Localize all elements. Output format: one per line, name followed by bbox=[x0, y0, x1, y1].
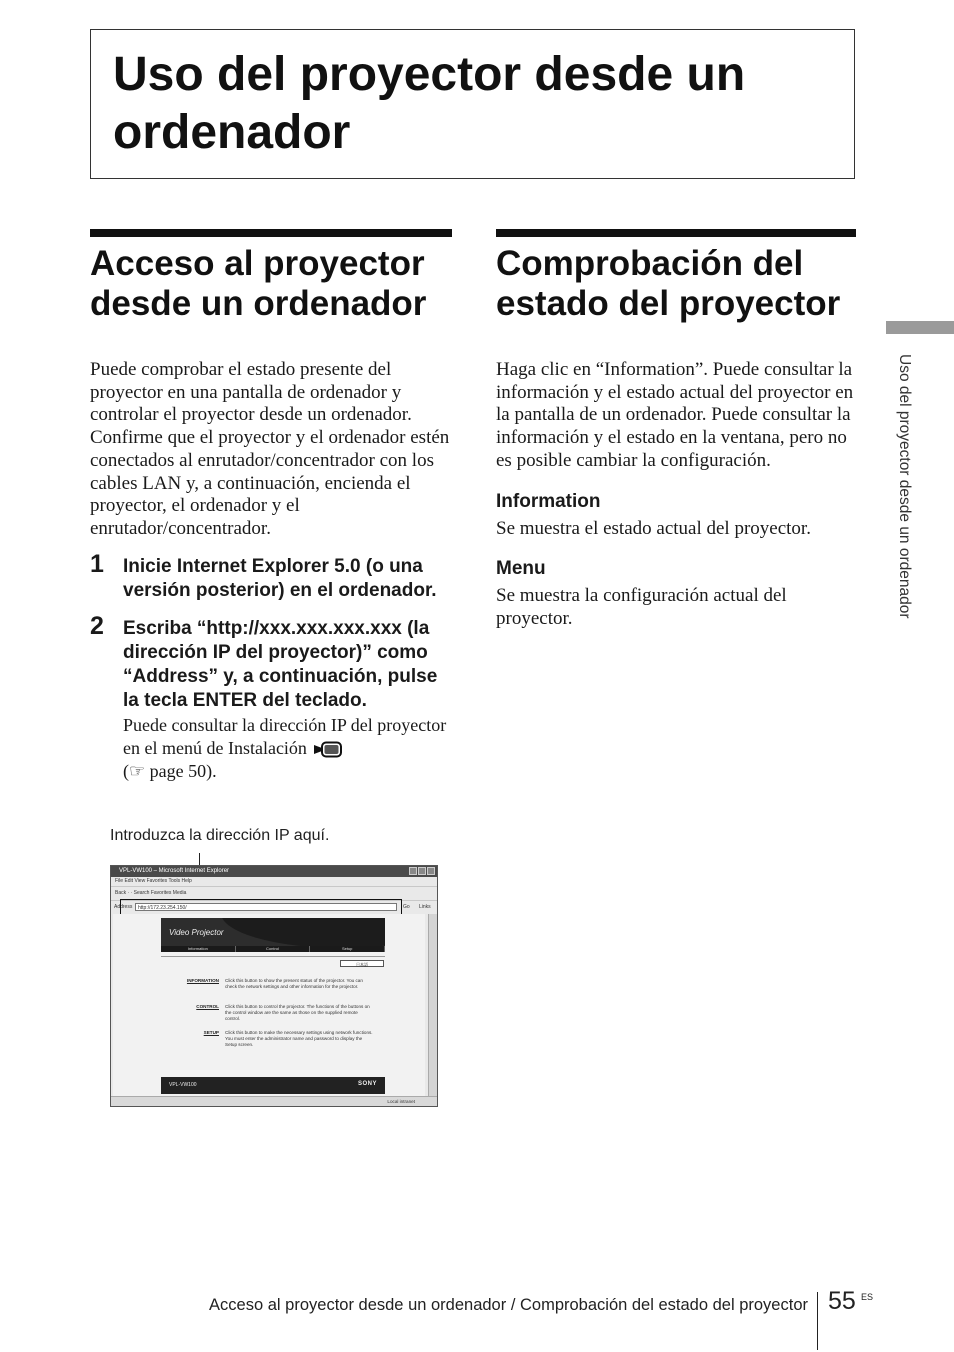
row-description: Click this button to make the necessary settings using network functions. You must enter the administrator name and password to display the Setup screen. bbox=[225, 1030, 373, 1047]
section-rule bbox=[90, 229, 452, 237]
language-button[interactable]: 日本語 bbox=[340, 960, 384, 967]
tab-information[interactable]: Information bbox=[161, 946, 236, 952]
setup-link[interactable]: SETUP bbox=[203, 1030, 219, 1035]
tab-setup[interactable]: Setup bbox=[310, 946, 385, 952]
browser-toolbar[interactable]: Back · · Search Favorites Media bbox=[111, 886, 437, 901]
chapter-title-line-1: Uso del proyector desde un bbox=[113, 48, 746, 101]
section-title-access bbox=[90, 244, 452, 324]
vertical-scrollbar[interactable] bbox=[428, 914, 437, 1096]
intro-paragraph: Puede comprobar el estado presente del proyector en una pantalla de ordenador y controlar el proyector desde un ordenador. Confirme que el proyector y el ordenador estén conectados al enrutador/concentrador con los cables LAN y, a continuación, encienda el proyector, el ordenador y el enrutador/concentrador. bbox=[90, 359, 450, 539]
right-column bbox=[496, 229, 856, 630]
chapter-title-line-2: ordenador bbox=[113, 106, 351, 159]
video-projector-banner bbox=[161, 918, 385, 946]
information-link[interactable]: INFORMATION bbox=[186, 978, 219, 983]
links-button[interactable]: Links bbox=[419, 904, 431, 910]
intro-paragraph: Haga clic en “Information”. Puede consultar la información y el estado actual del proyector en la pantalla de un ordenador. Puede consultar la información y el estado en la ventana, pero no es posible cambiar la configuración. bbox=[496, 359, 854, 471]
step-instruction: Escriba “http://xxx.xxx.xxx.xxx (la dirección IP del proyector)” como “Address” y, a continuación, pulse la tecla ENTER del teclado. bbox=[123, 617, 438, 711]
tab-control[interactable]: Control bbox=[236, 946, 311, 952]
running-footer: Acceso al proyector desde un ordenador / Comprobación del estado del proyector bbox=[209, 1296, 808, 1314]
banner-title: Video Projector bbox=[169, 928, 224, 937]
browser-menubar[interactable]: File Edit View Favorites Tools Help bbox=[111, 877, 437, 887]
page-language: ES bbox=[861, 1292, 874, 1302]
term-menu: Menu bbox=[496, 557, 546, 579]
status-zone: Local intranet bbox=[387, 1099, 415, 1104]
minimize-icon[interactable] bbox=[409, 867, 417, 875]
browser-statusbar bbox=[111, 1096, 437, 1106]
step-note bbox=[123, 714, 452, 783]
page-ref-link[interactable]: page 50). bbox=[149, 760, 217, 781]
step-2 bbox=[90, 611, 452, 783]
page-number: 55 bbox=[828, 1287, 856, 1315]
section-title-line-2: desde un ordenador bbox=[90, 284, 427, 323]
browser-screenshot bbox=[110, 865, 438, 1107]
close-icon[interactable] bbox=[427, 867, 435, 875]
projector-page-footer bbox=[161, 1077, 385, 1094]
step-1 bbox=[90, 549, 452, 603]
address-callout-box bbox=[120, 899, 402, 915]
section-title-line-1: Acceso al proyector bbox=[90, 244, 425, 283]
projector-tabs bbox=[161, 946, 385, 952]
go-button[interactable]: Go bbox=[403, 904, 410, 910]
content-divider bbox=[161, 956, 385, 957]
section-title-status bbox=[496, 244, 856, 324]
model-name: VPL-VW100 bbox=[169, 1082, 197, 1088]
window-titlebar bbox=[111, 866, 437, 877]
chapter-side-tab bbox=[886, 321, 954, 334]
step-note-text: Puede consultar la dirección IP del proyector en el menú de Instalación bbox=[123, 714, 447, 758]
section-title-line-1: Comprobación del bbox=[496, 244, 804, 283]
address-input[interactable]: http://172.23.254.150/ bbox=[135, 903, 397, 911]
chapter-side-label: Uso del proyector desde un ordenador bbox=[896, 354, 913, 619]
screenshot-caption: Introduzca la dirección IP aquí. bbox=[110, 827, 330, 844]
chapter-title-box bbox=[90, 29, 855, 179]
address-label: Address bbox=[114, 904, 133, 910]
pointing-hand-icon: ☞ bbox=[129, 760, 146, 781]
term-menu-description: Se muestra la configuración actual del proyector. bbox=[496, 584, 787, 629]
maximize-icon[interactable] bbox=[418, 867, 426, 875]
row-description: Click this button to show the present status of the projector. You can check the network settings and other information for the projector. bbox=[225, 978, 363, 989]
window-title: VPL-VW100 – Microsoft Internet Explorer bbox=[119, 868, 230, 874]
brand-logo: SONY bbox=[357, 1081, 377, 1087]
browser-page-content bbox=[113, 914, 425, 1096]
control-link[interactable]: CONTROL bbox=[196, 1004, 219, 1009]
section-rule bbox=[496, 229, 856, 237]
projector-setup-icon bbox=[313, 741, 343, 758]
chapter-title bbox=[113, 46, 745, 162]
banner-arc-decoration bbox=[221, 918, 385, 946]
step-instruction: Inicie Internet Explorer 5.0 (o una versión posterior) en el ordenador. bbox=[123, 555, 437, 601]
row-description: Click this button to control the projector. The functions of the buttons on the control window are the same as those on the supplied remote control. bbox=[225, 1004, 370, 1021]
step-number: 2 bbox=[90, 611, 104, 640]
section-title-line-2: estado del proyector bbox=[496, 284, 841, 323]
page-ref-open: ( bbox=[123, 760, 129, 781]
term-information: Information bbox=[496, 490, 601, 512]
term-information-description: Se muestra el estado actual del proyector. bbox=[496, 517, 811, 539]
footer-divider bbox=[817, 1292, 818, 1350]
left-column bbox=[90, 229, 452, 783]
step-number: 1 bbox=[90, 549, 104, 578]
